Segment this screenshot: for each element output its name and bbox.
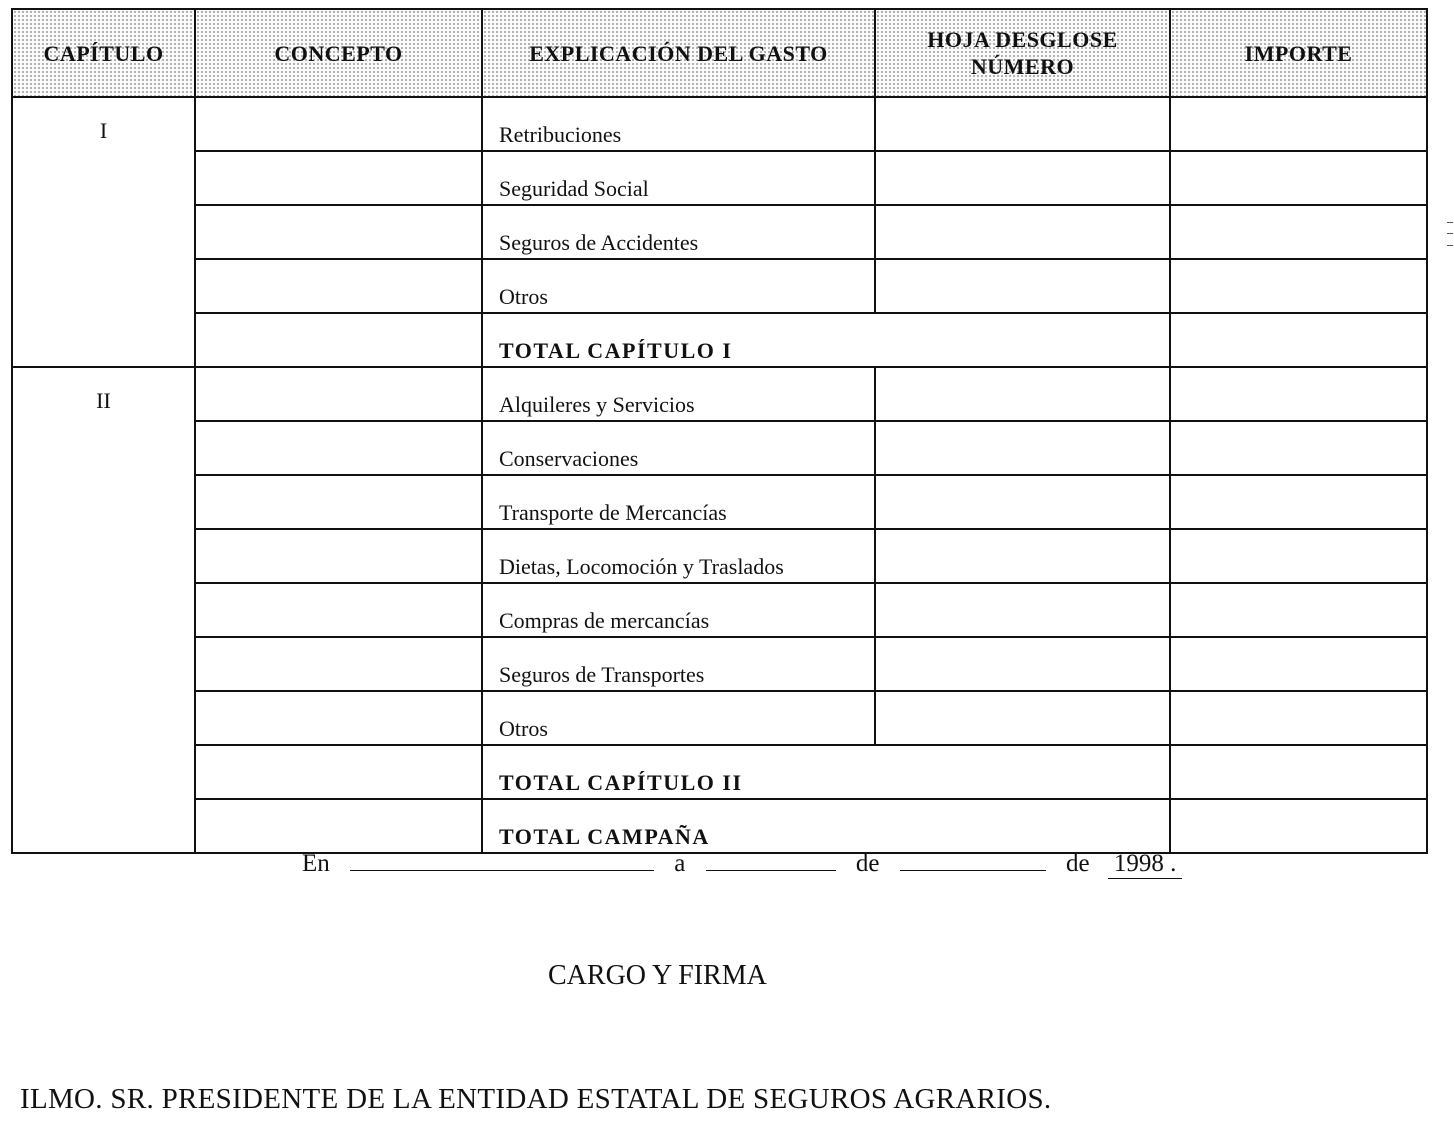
- explicacion-cell: Retribuciones: [482, 97, 875, 151]
- total-row: [12, 745, 1427, 799]
- total-row: [12, 799, 1427, 853]
- importe-cell[interactable]: [1170, 313, 1427, 367]
- total-row: [12, 313, 1427, 367]
- concepto-cell[interactable]: [195, 97, 482, 151]
- date-en-label: En: [302, 850, 330, 877]
- concepto-cell[interactable]: [195, 367, 482, 421]
- importe-cell[interactable]: [1170, 745, 1427, 799]
- importe-cell[interactable]: [1170, 97, 1427, 151]
- table-row: [12, 367, 1427, 421]
- explicacion-cell: Conservaciones: [482, 421, 875, 475]
- table-row: [12, 637, 1427, 691]
- importe-cell[interactable]: [1170, 583, 1427, 637]
- hoja-cell[interactable]: [875, 637, 1170, 691]
- day-field[interactable]: [706, 848, 836, 871]
- importe-cell[interactable]: [1170, 421, 1427, 475]
- date-a-label: a: [674, 850, 686, 877]
- table-row: [12, 151, 1427, 205]
- explicacion-cell: Dietas, Locomoción y Traslados: [482, 529, 875, 583]
- explicacion-cell: Seguros de Transportes: [482, 637, 875, 691]
- explicacion-cell: Otros: [482, 691, 875, 745]
- header-importe: IMPORTE: [1170, 9, 1427, 97]
- table-row: [12, 421, 1427, 475]
- header-capitulo: CAPÍTULO: [12, 9, 195, 97]
- table-row: [12, 259, 1427, 313]
- chapter-label: II: [12, 367, 195, 853]
- concepto-cell[interactable]: [195, 745, 482, 799]
- table-row: [12, 583, 1427, 637]
- header-hoja-desglose: HOJA DESGLOSE NÚMERO: [875, 9, 1170, 97]
- importe-cell[interactable]: [1170, 691, 1427, 745]
- hoja-cell[interactable]: [875, 259, 1170, 313]
- header-row: [12, 9, 1427, 97]
- importe-cell[interactable]: [1170, 529, 1427, 583]
- cargo-y-firma: CARGO Y FIRMA: [548, 960, 767, 991]
- importe-cell[interactable]: [1170, 205, 1427, 259]
- explicacion-cell: Seguros de Accidentes: [482, 205, 875, 259]
- hoja-cell[interactable]: [875, 151, 1170, 205]
- concepto-cell[interactable]: [195, 529, 482, 583]
- hoja-cell[interactable]: [875, 205, 1170, 259]
- month-field[interactable]: [900, 848, 1046, 871]
- concepto-cell[interactable]: [195, 313, 482, 367]
- hoja-cell[interactable]: [875, 529, 1170, 583]
- importe-cell[interactable]: [1170, 367, 1427, 421]
- hoja-cell[interactable]: [875, 691, 1170, 745]
- concepto-cell[interactable]: [195, 637, 482, 691]
- table-row: [12, 475, 1427, 529]
- date-de-label-2: de: [1066, 850, 1090, 877]
- importe-cell[interactable]: [1170, 637, 1427, 691]
- table-row: [12, 205, 1427, 259]
- explicacion-cell: Alquileres y Servicios: [482, 367, 875, 421]
- date-line: [302, 848, 1182, 879]
- hoja-cell[interactable]: [875, 421, 1170, 475]
- explicacion-cell: Transporte de Mercancías: [482, 475, 875, 529]
- concepto-cell[interactable]: [195, 259, 482, 313]
- addressee-line: ILMO. SR. PRESIDENTE DE LA ENTIDAD ESTATAL DE SEGUROS AGRARIOS.: [20, 1083, 1052, 1115]
- chapter-label: I: [12, 97, 195, 367]
- hoja-cell[interactable]: [875, 583, 1170, 637]
- total-chapter-1-label: TOTAL CAPÍTULO I: [482, 313, 1170, 367]
- concepto-cell[interactable]: [195, 421, 482, 475]
- hoja-cell[interactable]: [875, 475, 1170, 529]
- hoja-cell[interactable]: [875, 367, 1170, 421]
- year-field[interactable]: [1108, 850, 1183, 879]
- table-row: [12, 529, 1427, 583]
- explicacion-cell: Seguridad Social: [482, 151, 875, 205]
- concepto-cell[interactable]: [195, 151, 482, 205]
- place-field[interactable]: [350, 848, 654, 871]
- hoja-cell[interactable]: [875, 97, 1170, 151]
- importe-cell[interactable]: [1170, 475, 1427, 529]
- margin-mark: [1447, 222, 1453, 246]
- concepto-cell[interactable]: [195, 799, 482, 853]
- header-concepto: CONCEPTO: [195, 9, 482, 97]
- importe-cell[interactable]: [1170, 799, 1427, 853]
- importe-cell[interactable]: [1170, 151, 1427, 205]
- explicacion-cell: Compras de mercancías: [482, 583, 875, 637]
- expense-summary-table: [11, 8, 1428, 854]
- concepto-cell[interactable]: [195, 691, 482, 745]
- table-row: [12, 97, 1427, 151]
- total-campana-label: TOTAL CAMPAÑA: [482, 799, 1170, 853]
- year-suffix: .: [1170, 850, 1177, 877]
- concepto-cell[interactable]: [195, 205, 482, 259]
- concepto-cell[interactable]: [195, 583, 482, 637]
- table-row: [12, 691, 1427, 745]
- header-explicacion: EXPLICACIÓN DEL GASTO: [482, 9, 875, 97]
- date-de-label-1: de: [855, 850, 880, 877]
- total-chapter-2-label: TOTAL CAPÍTULO II: [482, 745, 1170, 799]
- concepto-cell[interactable]: [195, 475, 482, 529]
- year-value: 1998: [1113, 850, 1164, 877]
- importe-cell[interactable]: [1170, 259, 1427, 313]
- explicacion-cell: Otros: [482, 259, 875, 313]
